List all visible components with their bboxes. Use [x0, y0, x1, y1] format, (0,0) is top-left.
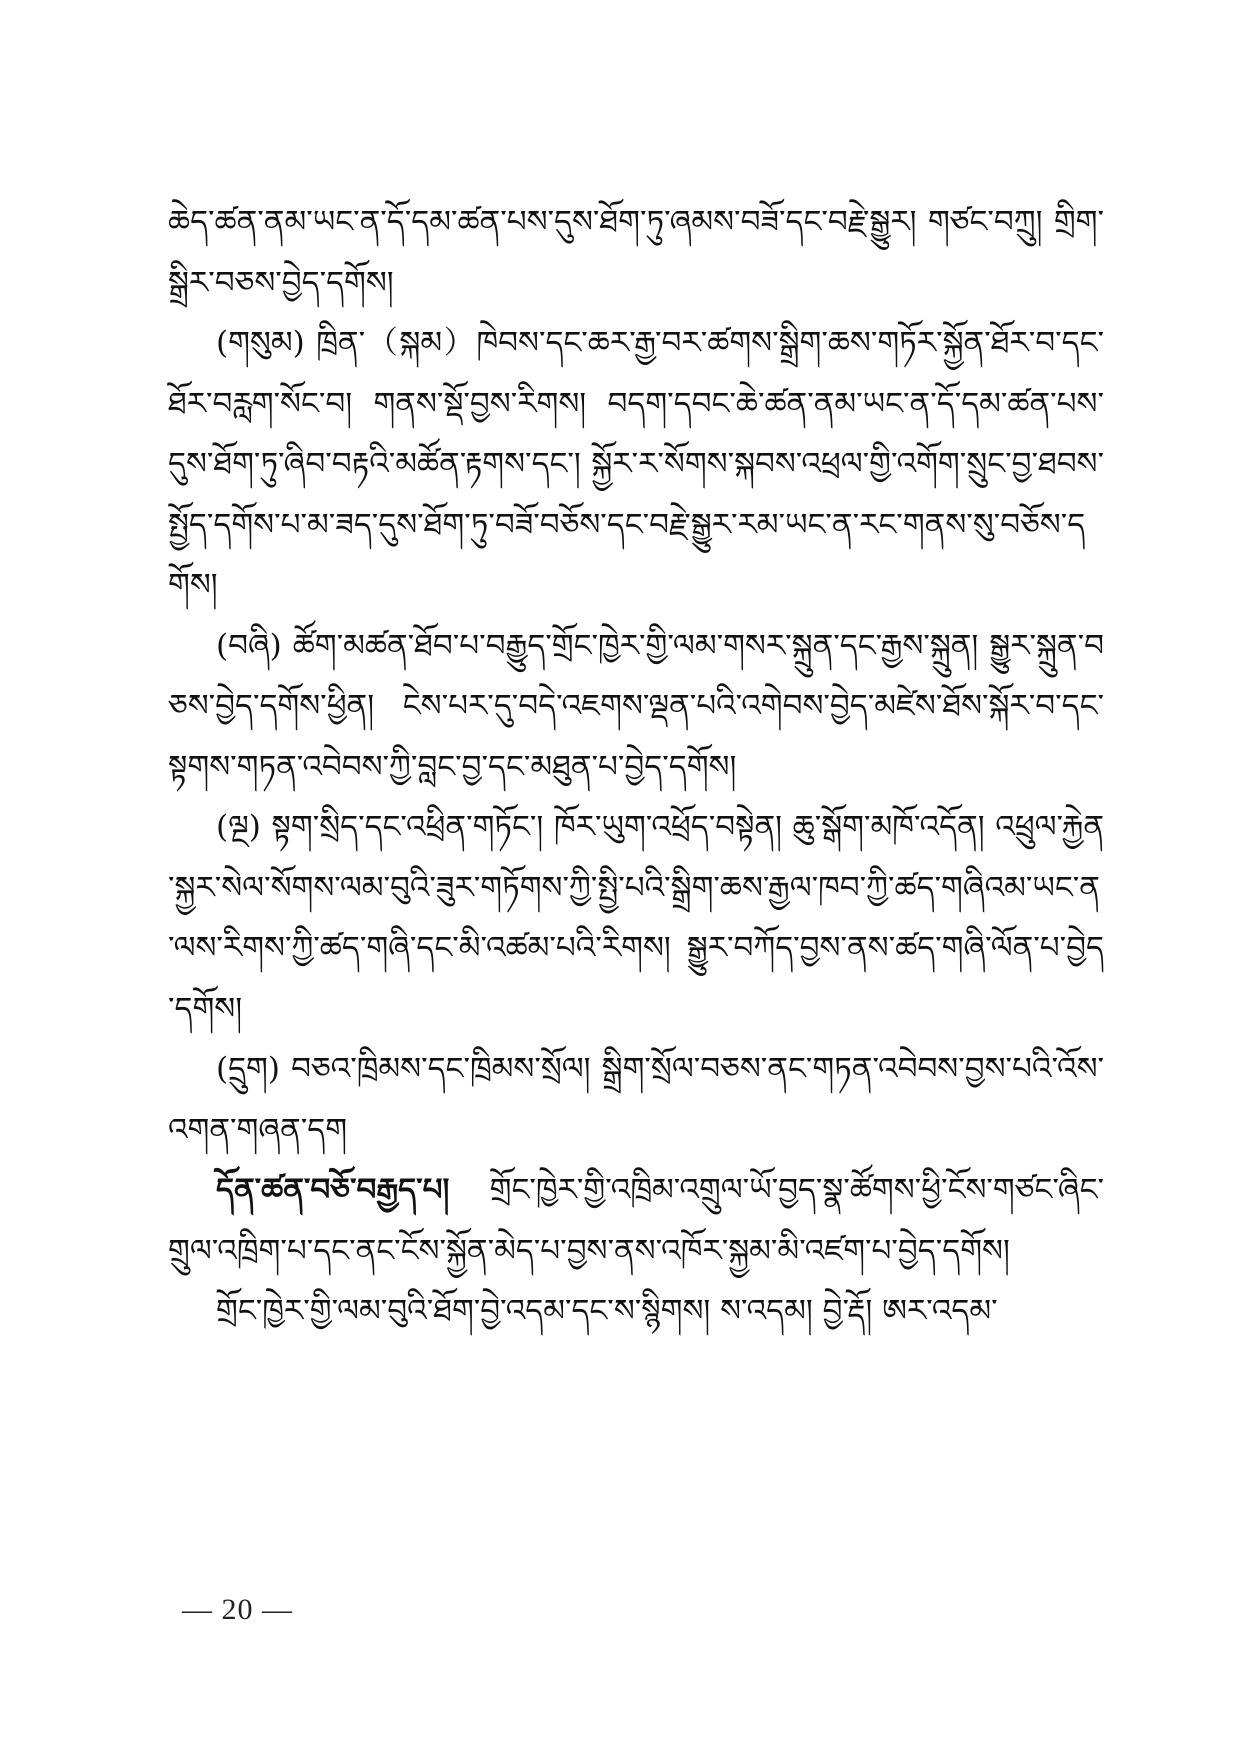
article-18-text: གྲོང་ཁྱེར་གྱི་འཁྲིམ་འགྲུལ་ཡོ་བྱད་སྣ་ཚོགས་ཕྱི་ངོས་གཙང་ཞིང་གྲུལ་འཁྲིག་པ་དང་ནང་ངོས་སྐྱོན་མེད་པ་བྱས་ནས་འཁོར་སྐྱམ་མི་འཛག་པ་བྱེད་དགོས།: [168, 1172, 1104, 1269]
paragraph-item-3: (གསུམ) ཁྲིན་（སྐམ）ཁེབས་དང་ཆར་རྒྱ་བར་ཚགས་སྒྲིག་ཆས་གཏོར་སྐྱོན་ཐོར་བ་དང་ཐོར་བརླག་སོང་བ། གནས་སྡོ་བྱས་རིགས། བདག་དབང་ཆེ་ཚན་ནམ་ཡང་ན་དོ་དམ་ཚན་པས་དུས་ཐོག་ཏུ་ཞིབ་བརྟའི་མཚོན་རྟགས་དང་། སྐྱོར་ར་སོགས་སྐབས་འཕྲལ་གྱི་འགོག་སྲུང་བྱ་ཐབས་སྤྱོད་དགོས་པ་མ་ཟད་དུས་ཐོག་ཏུ་བཟོ་བཅོས་དང་བརྗེ་སྒྱུར་རམ་ཡང་ན་རང་གནས་སུ་བཅོས་དགོས།: [168, 325, 1104, 603]
paragraph-item-6: (དྲུག) བཅའ་ཁྲིམས་དང་ཁྲིམས་སྲོལ། སྒྲིག་སྲོལ་བཅས་ནང་གཏན་འབེབས་བྱས་པའི་འོས་འགན་གཞན་དག: [168, 1051, 1104, 1148]
paragraph-last: གྲོང་ཁྱེར་གྱི་ལམ་བུའི་ཐོག་བྱེ་འདམ་དང་ས་སྙིགས། ས་འདམ། བྱེ་རྡོ། ཨར་འདམ་: [216, 1293, 998, 1329]
page-number: — 20 —: [182, 1593, 293, 1626]
article-18-paragraph: [168, 1160, 1104, 1281]
paragraph-item-4: (བཞི) ཚོག་མཚན་ཐོབ་པ་བརྒྱུད་གྲོང་ཁྱེར་གྱི་ལམ་གསར་སྐྲུན་དང་རྒྱས་སྐྲུན། སྒྱུར་སྐྲུན་བཅས་བྱེད་དགོས་ཕྱིན། ངེས་པར་དུ་བདེ་འཇགས་ལྡན་པའི་འགེབས་བྱེད་མཛེས་ཐོས་སྐོར་བ་དང་སྟགས་གཏན་འབེབས་ཀྱི་བླང་བྱ་དང་མཐུན་པ་བྱེད་དགོས།: [168, 627, 1104, 785]
paragraph-item-5: (ལྔ) སྟག་སྲིད་དང་འཕྲིན་གཏོང་། ཁོར་ཡུག་འཕྲོད་བསྟེན། ཆུ་སྒོག་མཁོ་འདོན། འཕྲུལ་རྐྱེན་སྐྱར་སེལ་སོགས་ལམ་བུའི་ཟུར་གཏོགས་ཀྱི་སྤྱི་པའི་སྒྲིག་ཆས་རྒྱལ་ཁབ་ཀྱི་ཚད་གཞིའམ་ཡང་ན་ལས་རིགས་ཀྱི་ཚད་གཞི་དང་མི་འཚམ་པའི་རིགས། སྒྱུར་བཀོད་བྱས་ནས་ཚད་གཞི་ལོན་པ་བྱེད་དགོས།: [168, 809, 1104, 1027]
document-body: [168, 192, 1104, 1342]
paragraph-continuation: ཆེད་ཚན་ནམ་ཡང་ན་དོ་དམ་ཚན་པས་དུས་ཐོག་ཏུ་ཞམས་བཟོ་དང་བརྗེ་སྒྱུར། གཙང་བཀྲུ། གྲིག་སྒྲིར་བཅས་བྱེད་དགོས།: [168, 204, 1104, 301]
article-18-heading: དོན་ཚན་བཅོ་བརྒྱད་པ།: [216, 1172, 450, 1208]
